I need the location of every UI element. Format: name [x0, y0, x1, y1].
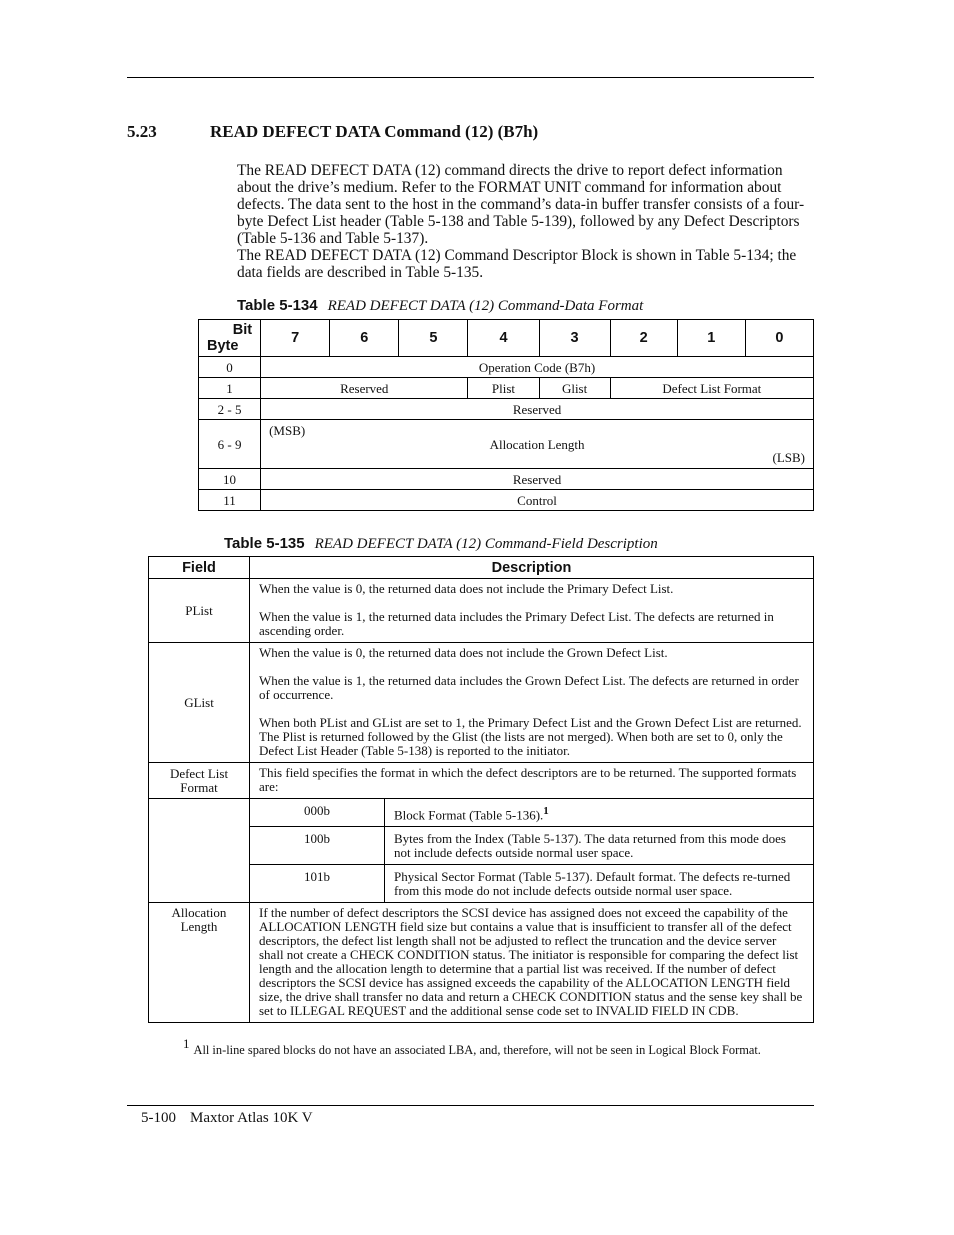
description-paragraph: When the value is 0, the returned data does not include the Primary Defect List. [259, 581, 674, 596]
table-row [199, 378, 814, 399]
bit-header: 0 [745, 320, 813, 357]
description-paragraph: When both PList and GList are set to 1, the Primary Defect List and the Grown Defect List are returned. The Plist is returned followed by the Glist (the lists are not merged). When both are set to 0, only the Defect List Header (Table 5-138) is reported to the initiator. [259, 715, 802, 758]
byte-cell: 11 [199, 490, 261, 511]
footnote-reference: 1 [543, 805, 549, 817]
format-description-text: Block Format (Table 5-136). [394, 807, 544, 823]
field-cell: Control [261, 490, 814, 511]
format-description: Physical Sector Format (Table 5-137). Default format. The defects re-turned from this mode do not include defects outside normal user space. [385, 865, 814, 903]
table-label: Table 5-135 [224, 535, 305, 552]
bit-header: 3 [539, 320, 610, 357]
intro-paragraph-2: The READ DEFECT DATA (12) Command Descriptor Block is shown in Table 5-134; the data fields are described in Table 5-135. [237, 247, 797, 281]
format-description: Bytes from the Index (Table 5-137). The data returned from this mode does not include defects outside normal user space. [385, 827, 814, 865]
field-name-line: Length [180, 919, 218, 935]
empty-field-cell [149, 799, 250, 903]
table-header-row [199, 320, 814, 357]
byte-label: Byte [207, 338, 239, 354]
bit-header: 5 [399, 320, 468, 357]
table-row [149, 903, 814, 1023]
field-description [250, 579, 814, 643]
format-code: 101b [250, 865, 385, 903]
format-code: 100b [250, 827, 385, 865]
footnote [183, 1036, 761, 1058]
msb-marker: (MSB) [269, 423, 306, 438]
description-paragraph: When the value is 1, the returned data includes the Primary Defect List. The defects are returned in ascending order. [259, 609, 774, 638]
description-paragraph: When the value is 0, the returned data does not include the Grown Defect List. [259, 645, 668, 660]
description-paragraph: If the number of defect descriptors the SCSI device has assigned does not exceed the capability of the ALLOCATION LENGTH field size but contains a value that is insufficient to transfer all of the defect descriptors, the defect list length shall not be adjusted to reflect the truncation and the device server shall not create a CHECK CONDITION status. The initiator is responsible for comparing the defect list length and the allocation length to determine that a partial list was received. If the number of defect descriptors the SCSI device has assigned exceeds the capability of the ALLOCATION LENGTH field size, the drive shall transfer no data and return a CHECK CONDITION status and the sense key shall be set to ILLEGAL REQUEST and the additional sense code set to INVALID FIELD IN CDB. [259, 905, 803, 1019]
table-row [199, 490, 814, 511]
field-description [250, 903, 814, 1023]
table-row [199, 399, 814, 420]
bit-header: 4 [468, 320, 539, 357]
field-cell: Reserved [261, 399, 814, 420]
table-5-134-caption [237, 297, 643, 315]
field-name-line: Defect List [169, 765, 229, 781]
byte-cell: 0 [199, 357, 261, 378]
field-name [149, 903, 250, 1023]
bit-header: 2 [610, 320, 677, 357]
field-cell: Reserved [261, 378, 468, 399]
table-row [199, 469, 814, 490]
bit-byte-header [199, 320, 261, 357]
field-description [250, 643, 814, 763]
table-row [199, 357, 814, 378]
field-cell: Glist [539, 378, 610, 399]
bit-header: 1 [677, 320, 745, 357]
footer-rule [127, 1105, 814, 1106]
format-description [385, 799, 814, 827]
field-cell [261, 420, 814, 469]
intro-paragraph-1: The READ DEFECT DATA (12) command directs the drive to report defect information about the drive’s medium. Refer to the FORMAT UNIT command for information about defects. The data sent to the host in the command’s data-in buffer transfer consists of a four-byte Defect List header (Table 5-138 and Table 5-139), followed by any Defect Descriptors (Table 5-136 and Table 5-137). [237, 162, 805, 247]
section-number: 5.23 [127, 122, 157, 141]
bit-header: 6 [330, 320, 399, 357]
field-description-table [148, 556, 814, 1023]
field-description [250, 763, 814, 799]
field-name-line: Allocation [171, 905, 227, 921]
table-row [199, 420, 814, 469]
lsb-marker: (LSB) [772, 450, 805, 465]
format-code: 000b [250, 799, 385, 827]
header-rule [127, 77, 814, 78]
byte-cell: 2 - 5 [199, 399, 261, 420]
description-paragraph: This field specifies the format in which the defect descriptors are to be returned. The supported formats are: [259, 765, 797, 794]
table-row [149, 763, 814, 799]
field-column-header: Field [149, 557, 250, 579]
field-name [149, 763, 250, 799]
field-label: Allocation Length [489, 436, 585, 452]
table-title: READ DEFECT DATA (12) Command-Field Description [314, 536, 658, 552]
table-5-135-caption [224, 535, 658, 553]
table-row [149, 579, 814, 643]
byte-cell: 1 [199, 378, 261, 399]
field-cell: Plist [468, 378, 539, 399]
byte-cell: 10 [199, 469, 261, 490]
description-paragraph: When the value is 1, the returned data includes the Grown Defect List. The defects are returned in order of occurrence. [259, 673, 799, 702]
bit-label: Bit [232, 322, 253, 338]
byte-cell: 6 - 9 [199, 420, 261, 469]
table-label: Table 5-134 [237, 297, 318, 314]
table-row [149, 643, 814, 763]
intro-text [237, 162, 817, 281]
bit-header: 7 [261, 320, 330, 357]
field-cell: Operation Code (B7h) [261, 357, 814, 378]
field-name: GList [149, 643, 250, 763]
table-title: READ DEFECT DATA (12) Command-Data Format [327, 298, 644, 314]
format-row [149, 799, 814, 827]
field-cell: Reserved [261, 469, 814, 490]
footnote-text: All in-line spared blocks do not have an associated LBA, and, therefore, will not be seen in Logical Block Format. [193, 1043, 761, 1057]
description-column-header: Description [250, 557, 814, 579]
field-name-line: Format [180, 779, 218, 795]
field-name: PList [149, 579, 250, 643]
page-footer [141, 1110, 313, 1127]
table-header-row [149, 557, 814, 579]
footnote-mark: 1 [183, 1036, 190, 1051]
product-name: Maxtor Atlas 10K V [190, 1110, 313, 1126]
section-title: READ DEFECT DATA Command (12) (B7h) [210, 122, 539, 141]
cdb-format-table [198, 319, 814, 511]
page-number: 5-100 [141, 1110, 176, 1126]
field-cell: Defect List Format [610, 378, 813, 399]
